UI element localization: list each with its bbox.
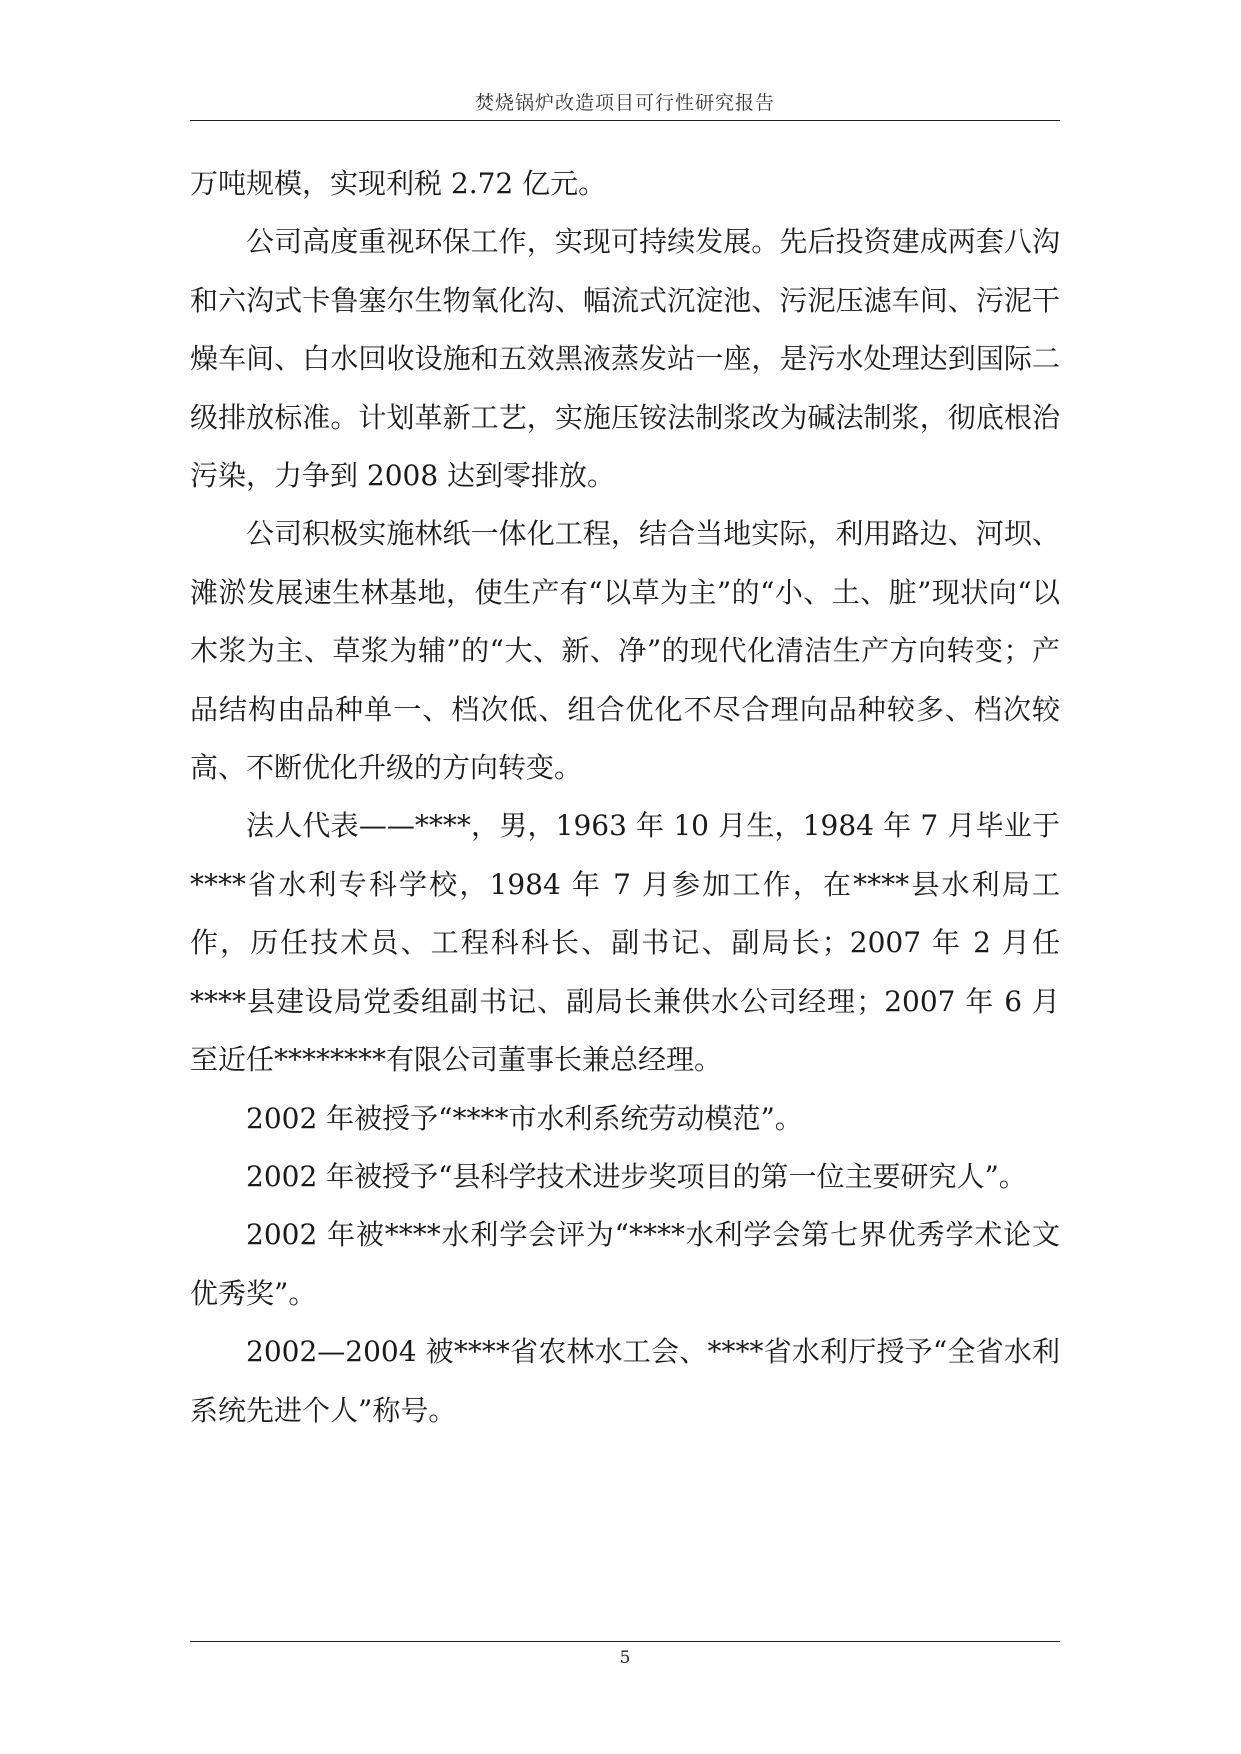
paragraph: 法人代表——****，男，1963 年 10 月生，1984 年 7 月毕业于****省水利专科学校，1984 年 7 月参加工作，在****县水利局工作，历任技术员、工程科科长、副书记、副局长；2007 年 2 月任****县建设局党委组副书记、副局长兼供水公司经理；2007 年 6 月至近任********有限公司董事长兼总经理。 xyxy=(190,809,1060,1077)
paragraph: 2002 年被授予“县科学技术进步奖项目的第一位主要研究人”。 xyxy=(246,1159,1027,1193)
page-number: 5 xyxy=(619,1648,631,1668)
paragraph: 2002—2004 被****省农林水工会、****省水利厅授予“全省水利系统先进个人”称号。 xyxy=(190,1335,1060,1427)
paragraph: 公司高度重视环保工作，实现可持续发展。先后投资建成两套八沟和六沟式卡鲁塞尔生物氧化沟、幅流式沉淀池、污泥压滤车间、污泥干燥车间、白水回收设施和五效黑液蒸发站一座，是污水处理达到国际二级排放标准。计划革新工艺，实施压铵法制浆改为碱法制浆，彻底根治污染，力争到 2008 达到零排放。 xyxy=(190,225,1060,493)
paragraph: 2002 年被****水利学会评为“****水利学会第七界优秀学术论文优秀奖”。 xyxy=(190,1218,1060,1310)
header-divider xyxy=(190,120,1060,121)
paragraph: 公司积极实施林纸一体化工程，结合当地实际，利用路边、河坝、滩淤发展速生林基地，使生产有“以草为主”的“小、土、脏”现状向“以木浆为主、草浆为辅”的“大、新、净”的现代化清洁生产方向转变；产品结构由品种单一、档次低、组合优化不尽合理向品种较多、档次较高、不断优化升级的方向转变。 xyxy=(190,517,1060,785)
footer-divider xyxy=(190,1641,1060,1642)
paragraph: 万吨规模，实现利税 2.72 亿元。 xyxy=(190,167,607,200)
body-text xyxy=(190,155,1060,1440)
paragraph: 2002 年被授予“****市水利系统劳动模范”。 xyxy=(246,1101,803,1135)
running-header-title: 焚烧锅炉改造项目可行性研究报告 xyxy=(474,92,775,114)
